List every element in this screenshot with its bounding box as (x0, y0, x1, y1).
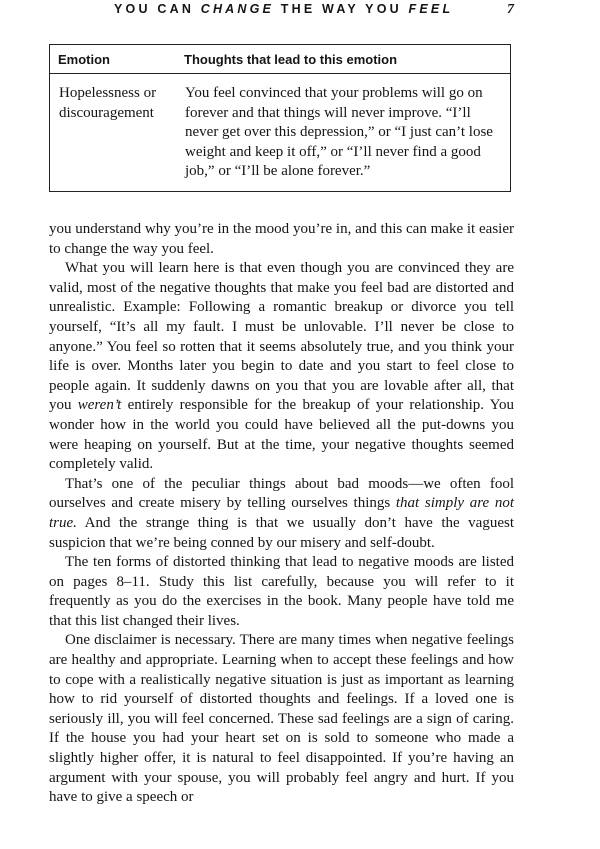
paragraph-3-text-b: And the strange thing is that we usually don’t have the vaguest suspicion that we’re being conned by our misery and self-doubt. (49, 514, 514, 551)
paragraph-2 (49, 259, 514, 475)
header-thoughts: Thoughts that lead to this emotion (184, 52, 398, 67)
body-text (49, 220, 514, 808)
paragraph-3-text-a: That’s one of the peculiar things about bad moods—we often fool ourselves and create misery by telling ourselves things (49, 475, 514, 512)
paragraph-5: One disclaimer is necessary. There are many times when negative feelings are healthy and appropriate. Learning when to accept these feelings and how to cope with a realistically negative situation is just as important as learning how to rid yourself of distorted thoughts and feelings. If a loved one is seriously ill, you will feel concerned. These sad feelings are a sign of caring. If the house you had your heart set on is sold to someone who made a slightly higher offer, it is natural to feel disappointed. If you’re having an argument with your spouse, you will probably feel angry and hurt. If you have to give a speech or (49, 632, 514, 806)
paragraph-2-emphasis: weren’t (77, 397, 122, 414)
paragraph-1: you understand why you’re in the mood you’re in, and this can make it easier to change the way you feel. (49, 221, 514, 257)
cell-thoughts: You feel convinced that your problems will go on forever and that things will never improve. “I’ll never get over this depression,” or “I just can’t lose weight and keep it off,” or “I’ll never find a good job,” or “I’ll be alone forever.” (185, 85, 493, 179)
running-head (48, 2, 514, 22)
running-title-italic2: FEEL (408, 2, 454, 16)
paragraph-2-text-a: What you will learn here is that even though you are convinced they are valid, most of the negative thoughts that make you feel bad are distorted and unrealistic. Example: Following a romantic breakup or divorce you tell yourself, “It’s all my fault. I must be unlovable. I’ll never be close to anyone.” You feel so rotten that it seems absolutely true, and you think your life is over. Months later you begin to date and you start to feel close to people again. It suddenly dawns on you that you are lovable after all, that you (49, 260, 514, 414)
running-title-part2: THE WAY YOU (274, 2, 409, 16)
page-number: 7 (507, 2, 514, 17)
header-emotion: Emotion (58, 52, 110, 67)
running-title-part1: YOU CAN (114, 2, 201, 16)
cell-emotion: Hopelessness or discouragement (59, 85, 157, 121)
paragraph-2-text-b: entirely responsible for the breakup of your relationship. You wonder how in the world you could have believed all the put-downs you were heaping on yourself. But at the time, your negative thoughts seemed completely valid. (49, 397, 515, 473)
paragraph-3 (49, 475, 514, 553)
table-header-row (50, 45, 510, 74)
paragraph-3-emphasis: that simply are not true. (49, 495, 514, 531)
emotion-table (49, 44, 511, 192)
running-title-italic1: CHANGE (200, 2, 275, 16)
running-title (114, 2, 453, 16)
paragraph-4: The ten forms of distorted thinking that lead to negative moods are listed on pages 8–11. Study this list carefully, because you will refer to it frequently as you do the exercises in the book. Many people have told me that this list changed their lives. (49, 554, 514, 629)
